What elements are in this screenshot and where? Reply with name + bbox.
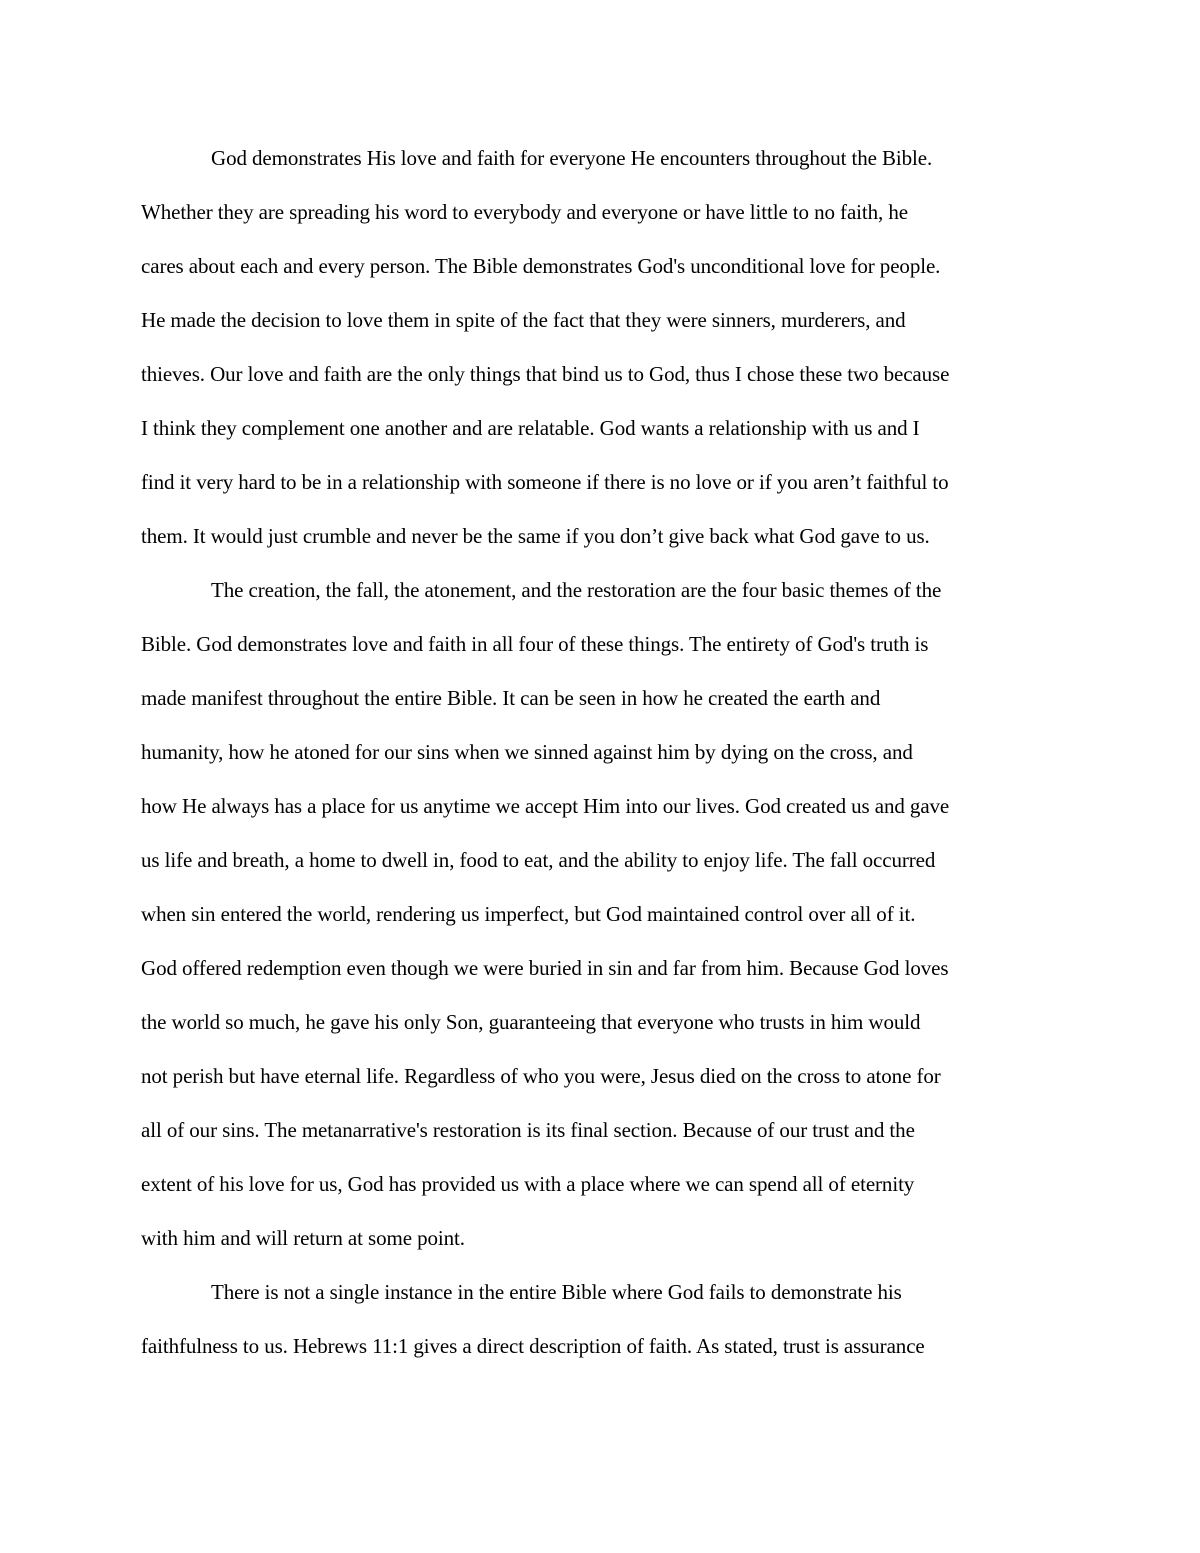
text-line: them. It would just crumble and never be the same if you don’t give back what God gave to us.	[141, 524, 930, 548]
text-line: when sin entered the world, rendering us imperfect, but God maintained control over all of it.	[141, 902, 916, 926]
paragraph-3	[141, 1272, 1061, 1380]
text-line: with him and will return at some point.	[141, 1226, 465, 1250]
text-line: There is not a single instance in the entire Bible where God fails to demonstrate his	[211, 1280, 902, 1304]
text-line: He made the decision to love them in spite of the fact that they were sinners, murderers, and	[141, 308, 906, 332]
text-line: all of our sins. The metanarrative's restoration is its final section. Because of our trust and the	[141, 1118, 915, 1142]
text-line: thieves. Our love and faith are the only things that bind us to God, thus I chose these two because	[141, 362, 950, 386]
text-line: not perish but have eternal life. Regardless of who you were, Jesus died on the cross to atone for	[141, 1064, 941, 1088]
text-line: cares about each and every person. The Bible demonstrates God's unconditional love for people.	[141, 254, 941, 278]
text-line: made manifest throughout the entire Bible. It can be seen in how he created the earth and	[141, 686, 881, 710]
text-line: faithfulness to us. Hebrews 11:1 gives a direct description of faith. As stated, trust is assurance	[141, 1334, 925, 1358]
text-line: God demonstrates His love and faith for everyone He encounters throughout the Bible.	[211, 146, 933, 170]
text-line: find it very hard to be in a relationship with someone if there is no love or if you aren’t faithful to	[141, 470, 949, 494]
text-line: Whether they are spreading his word to everybody and everyone or have little to no faith, he	[141, 200, 908, 224]
text-line: how He always has a place for us anytime we accept Him into our lives. God created us and gave	[141, 794, 950, 818]
text-line: humanity, how he atoned for our sins when we sinned against him by dying on the cross, and	[141, 740, 913, 764]
paragraph-1	[141, 138, 1061, 570]
paragraph-2	[141, 570, 1061, 1272]
text-line: us life and breath, a home to dwell in, food to eat, and the ability to enjoy life. The fall occurred	[141, 848, 936, 872]
document-body	[141, 138, 1061, 1380]
text-line: extent of his love for us, God has provided us with a place where we can spend all of eternity	[141, 1172, 915, 1196]
text-line: The creation, the fall, the atonement, and the restoration are the four basic themes of the	[211, 578, 942, 602]
text-line: the world so much, he gave his only Son, guaranteeing that everyone who trusts in him would	[141, 1010, 921, 1034]
text-line: Bible. God demonstrates love and faith in all four of these things. The entirety of God's truth is	[141, 632, 929, 656]
text-line: I think they complement one another and are relatable. God wants a relationship with us and I	[141, 416, 920, 440]
text-line: God offered redemption even though we were buried in sin and far from him. Because God loves	[141, 956, 949, 980]
